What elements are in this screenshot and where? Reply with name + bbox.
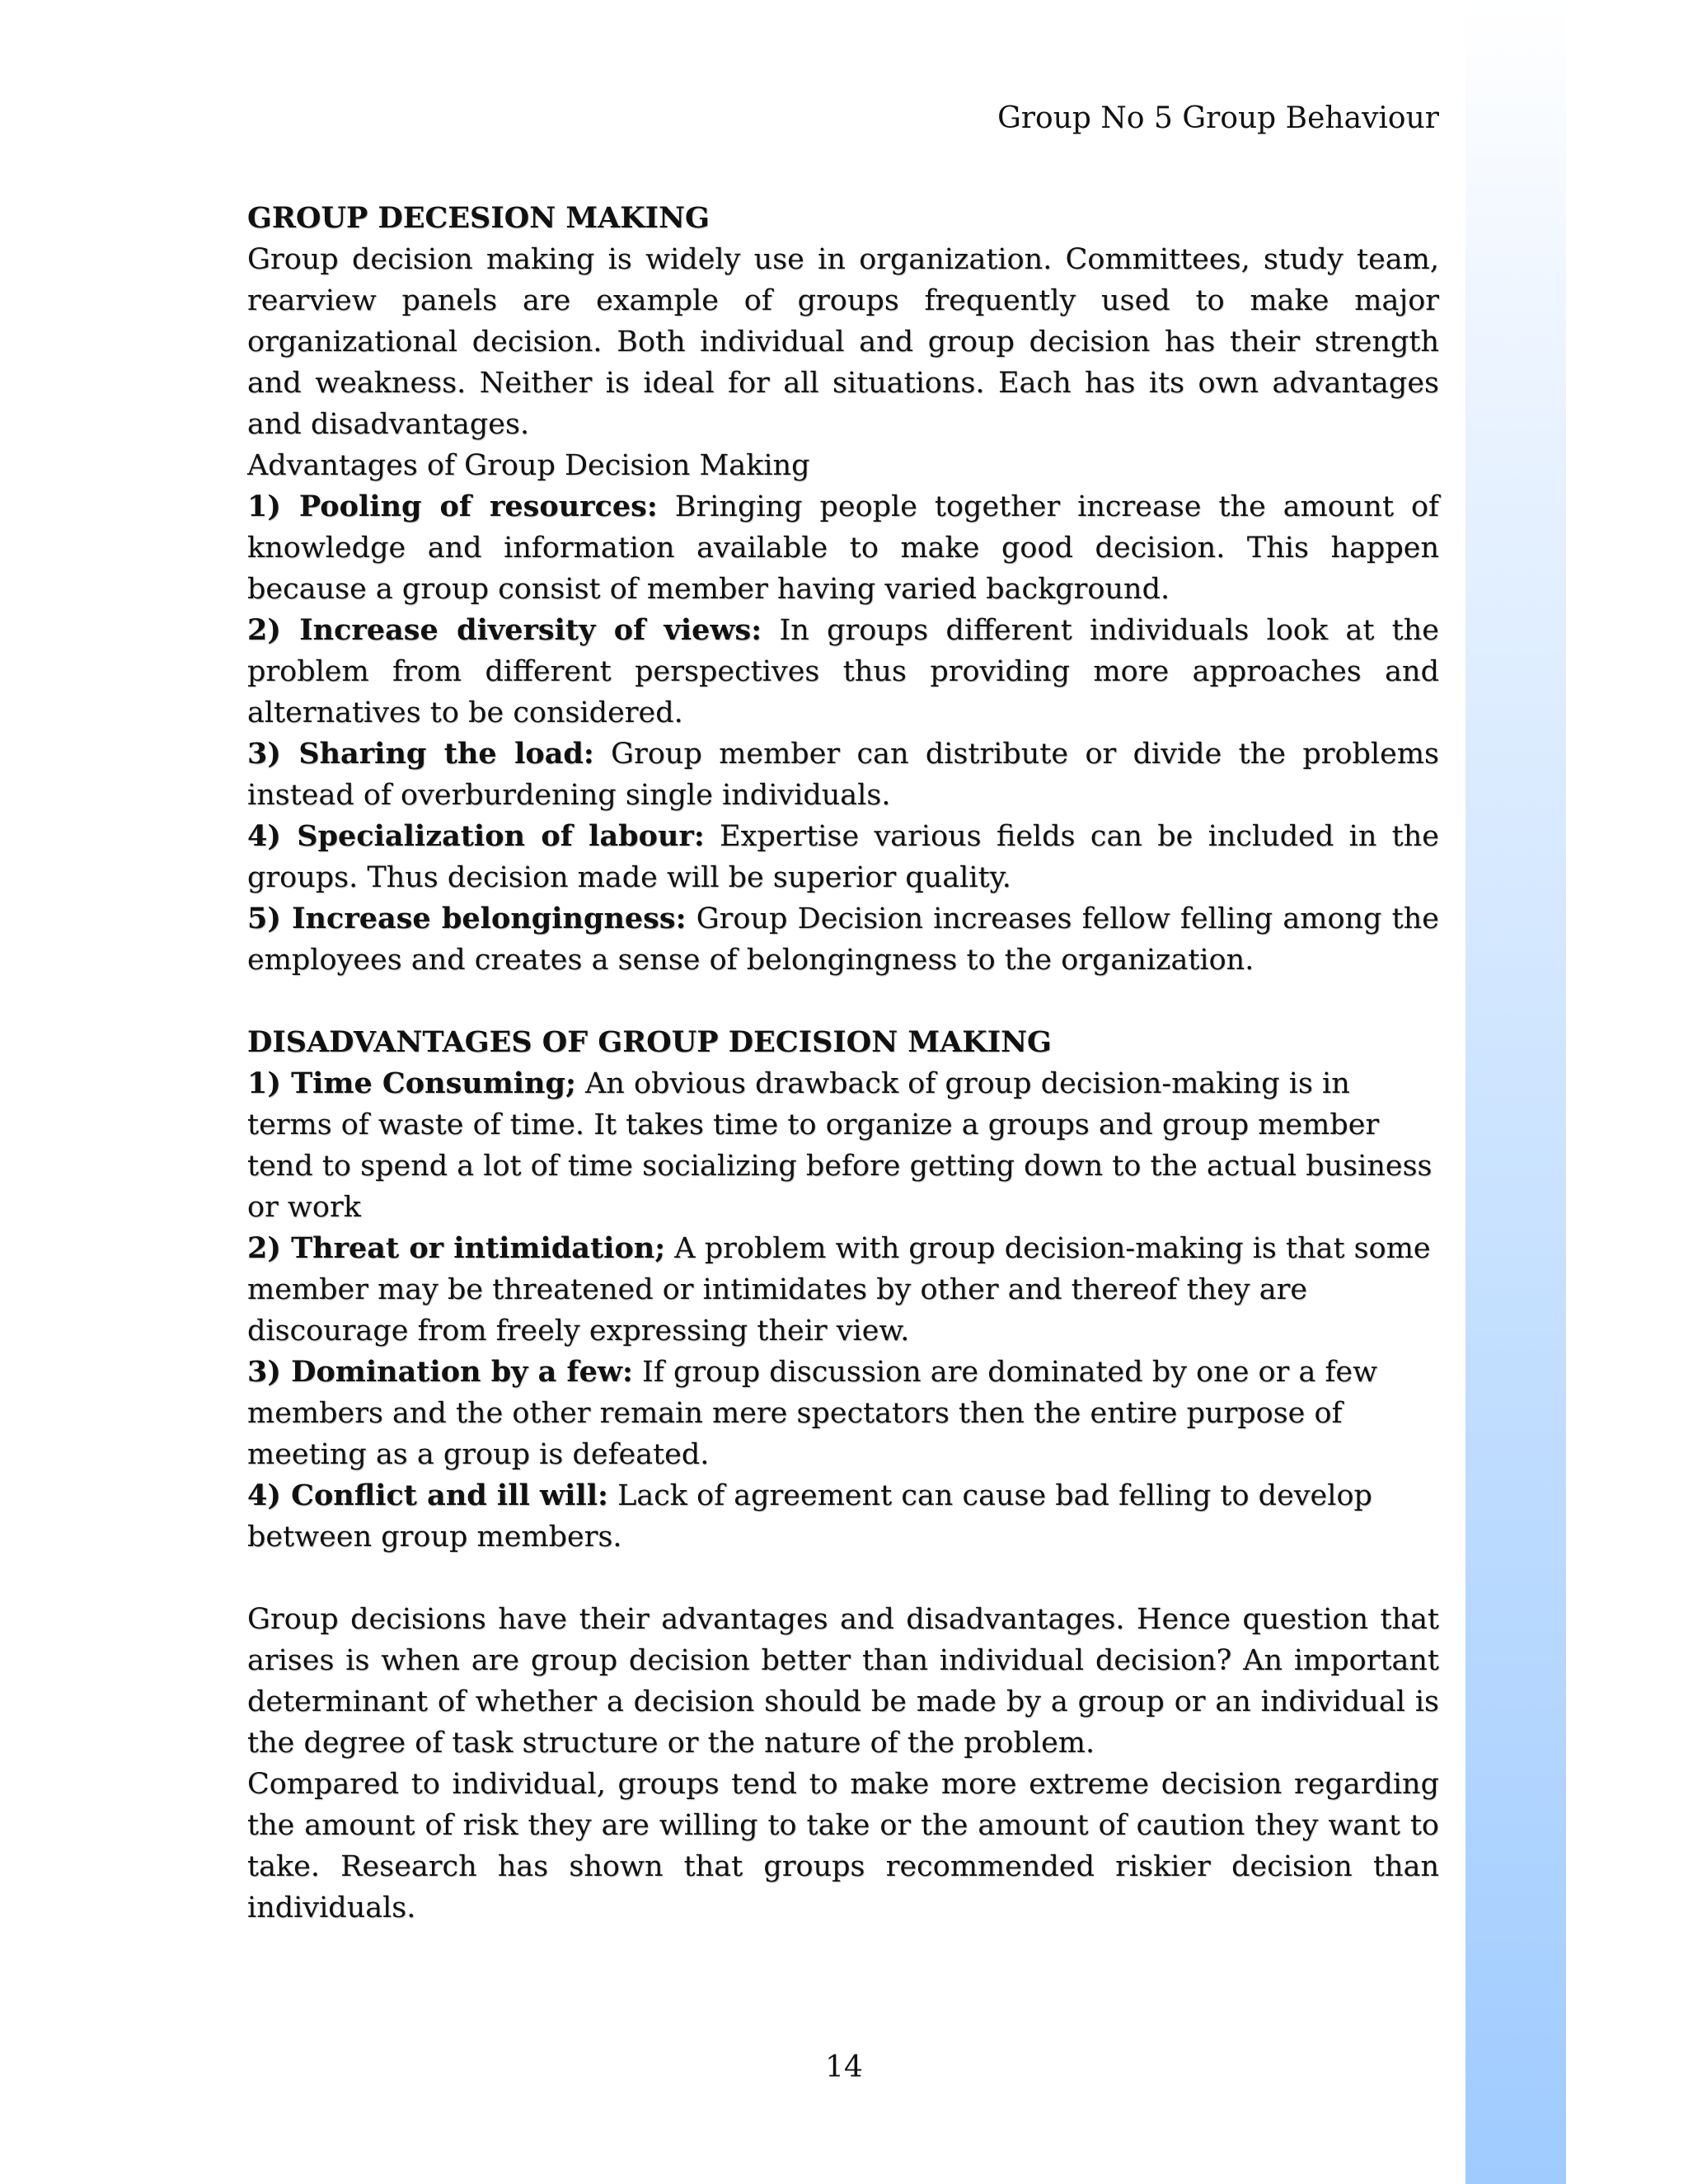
advantage-item bbox=[247, 486, 1439, 610]
disadvantage-item bbox=[247, 1063, 1439, 1228]
running-header: Group No 5 Group Behaviour bbox=[997, 101, 1439, 135]
section-spacer bbox=[247, 1558, 1439, 1599]
disadvantage-title: 4) Conflict and ill will: bbox=[247, 1479, 608, 1512]
decorative-side-band bbox=[1465, 0, 1566, 2184]
conclusion-paragraph: Group decisions have their advantages and disadvantages. Hence question that arises is when are group decision better than individual decision? An important determinant of whether a decision should be made by a group or an individual is the degree of task structure or the nature of the problem. bbox=[247, 1603, 1439, 1760]
disadvantage-item bbox=[247, 1475, 1439, 1558]
disadvantage-title: 3) Domination by a few: bbox=[247, 1355, 633, 1389]
advantage-title: 2) Increase diversity of views: bbox=[247, 613, 762, 647]
intro-paragraph: Group decision making is widely use in organization. Committees, study team, rearview panels are example of groups frequently used to make major organizational decision. Both individual and group decision has their strength and weakness. Neither is ideal for all situations. Each has its own advantages and disadvantages. bbox=[247, 243, 1439, 441]
section-heading-disadvantages: DISADVANTAGES OF GROUP DECISION MAKING bbox=[247, 1025, 1052, 1059]
disadvantage-text: A problem with group decision-making is that some member may be threatened or intimidates by other and thereof they are discourage from freely expressing their view. bbox=[247, 1232, 1431, 1347]
conclusion-paragraph: Compared to individual, groups tend to make more extreme decision regarding the amount of risk they are willing to take or the amount of caution they want to take. Research has shown that groups recommended riskier decision than individuals. bbox=[247, 1768, 1439, 1924]
advantage-title: 4) Specialization of labour: bbox=[247, 819, 705, 853]
disadvantage-title: 2) Threat or intimidation; bbox=[247, 1231, 666, 1265]
advantage-text: In groups different individuals look at the problem from different perspectives thus providing more approaches and alternatives to be considered. bbox=[247, 614, 1440, 729]
advantage-title: 5) Increase belongingness: bbox=[247, 902, 687, 935]
disadvantage-title: 1) Time Consuming; bbox=[247, 1066, 576, 1100]
page-number: 14 bbox=[825, 2050, 863, 2084]
advantage-title: 1) Pooling of resources: bbox=[247, 490, 658, 523]
disadvantage-item bbox=[247, 1228, 1439, 1352]
advantage-text: Group Decision increases fellow felling among the employees and creates a sense of belongingness to the organization. bbox=[247, 902, 1439, 977]
advantage-item bbox=[247, 610, 1439, 733]
section-spacer bbox=[247, 981, 1439, 1022]
advantage-item bbox=[247, 898, 1439, 981]
advantage-item bbox=[247, 733, 1439, 816]
advantages-label: Advantages of Group Decision Making bbox=[247, 449, 810, 482]
disadvantage-text: If group discussion are dominated by one or a few members and the other remain mere spectators then the entire purpose of meeting as a group is defeated. bbox=[247, 1356, 1378, 1471]
advantage-item bbox=[247, 816, 1439, 898]
disadvantage-item bbox=[247, 1352, 1439, 1475]
advantage-text: Bringing people together increase the amount of knowledge and information available to make good decision. This happen because a group consist of member having varied background. bbox=[247, 490, 1440, 606]
disadvantage-text: Lack of agreement can cause bad felling to develop between group members. bbox=[247, 1479, 1372, 1554]
advantage-text: Group member can distribute or divide the problems instead of overburdening single individuals. bbox=[247, 738, 1439, 812]
advantage-title: 3) Sharing the load: bbox=[247, 737, 594, 771]
section-heading-group-decision: GROUP DECESION MAKING bbox=[247, 201, 710, 235]
advantage-text: Expertise various fields can be included in the groups. Thus decision made will be superior quality. bbox=[247, 820, 1440, 894]
disadvantage-text: An obvious drawback of group decision-making is in terms of waste of time. It takes time to organize a groups and group member tend to spend a lot of time socializing before getting down to the actual business or work bbox=[247, 1067, 1432, 1224]
page-content bbox=[247, 198, 1439, 1929]
